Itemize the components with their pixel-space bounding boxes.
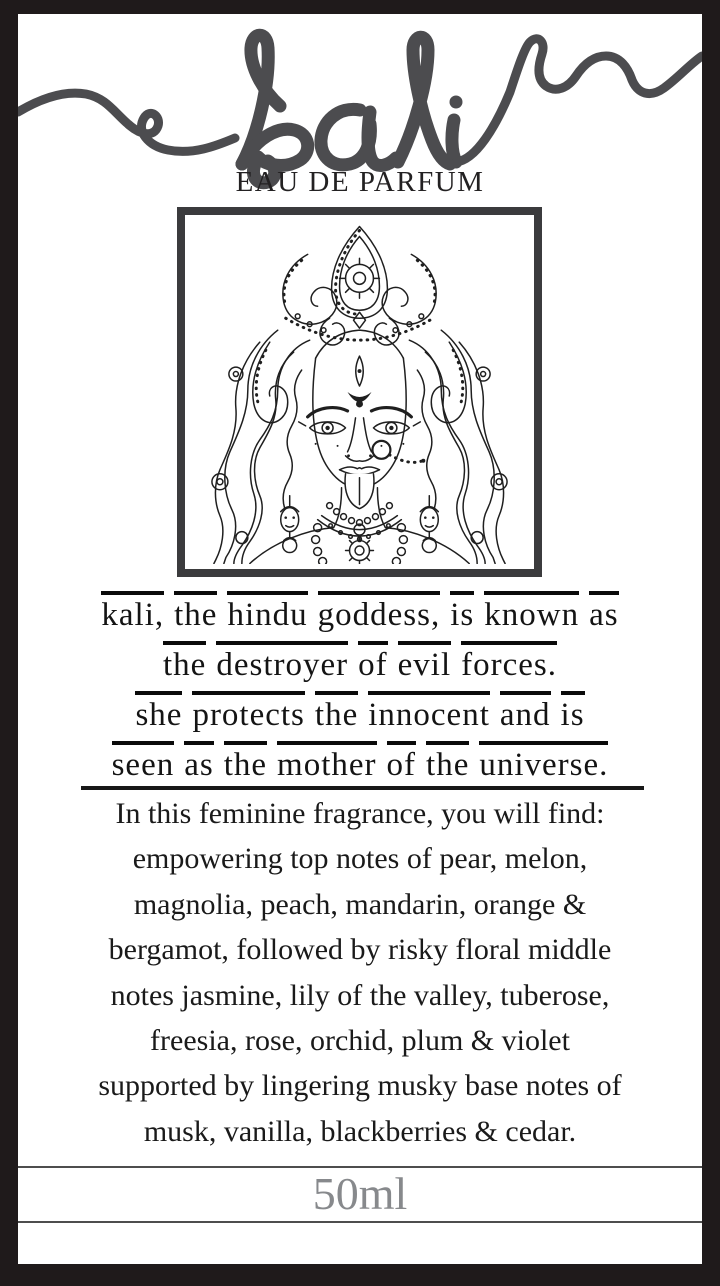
- tagline-word: the: [426, 741, 469, 785]
- description-line: notes jasmine, lily of the valley, tuberose,: [110, 978, 610, 1012]
- label-inner: [18, 14, 702, 1264]
- tagline-word: is: [561, 691, 585, 735]
- tagline-word: of: [358, 641, 388, 685]
- tagline-word: destroyer: [216, 641, 348, 685]
- kali-goddess-illustration-icon: [190, 220, 529, 564]
- tagline-word: she: [135, 691, 182, 735]
- tagline-word: the: [315, 691, 358, 735]
- tagline-word: of: [387, 741, 417, 785]
- tagline-word: is: [450, 591, 474, 635]
- tagline-word: as: [589, 591, 619, 635]
- tagline-line: [18, 741, 702, 791]
- tagline-word: the: [163, 641, 206, 685]
- fragrance-description: [18, 791, 702, 1154]
- tagline-word: goddess,: [318, 591, 441, 635]
- description-line: freesia, rose, orchid, plum & violet: [150, 1024, 570, 1058]
- description-line: supported by lingering musky base notes of: [98, 1069, 622, 1103]
- tagline-word: the: [174, 591, 217, 635]
- i-dot: [450, 96, 463, 109]
- volume-rule-bottom: [18, 1221, 702, 1223]
- left-swash-stroke: [18, 93, 235, 151]
- tagline-word: forces.: [461, 641, 557, 685]
- description-line: musk, vanilla, blackberries & cedar.: [143, 1114, 577, 1148]
- description-line: empowering top notes of pear, melon,: [132, 842, 588, 876]
- tagline-word: kali,: [101, 591, 164, 635]
- tagline-word: known: [484, 591, 579, 635]
- tagline-word: as: [184, 741, 214, 785]
- right-swash-stroke: [456, 39, 702, 162]
- tagline-word: mother: [277, 741, 376, 785]
- tagline-line: [18, 591, 702, 641]
- tagline-word: hindu: [227, 591, 307, 635]
- tagline-divider: [81, 786, 644, 790]
- description-line: magnolia, peach, mandarin, orange &: [133, 887, 587, 921]
- description-line: bergamot, followed by risky floral middle: [108, 933, 612, 967]
- tagline-line: [18, 691, 702, 741]
- subtitle-eau-de-parfum: EAU DE PARFUM: [235, 166, 485, 198]
- tagline-word: innocent: [368, 691, 490, 735]
- tagline-word: and: [500, 691, 551, 735]
- tagline-word: seen: [112, 741, 175, 785]
- tagline-word: the: [224, 741, 267, 785]
- tagline-block: [18, 591, 702, 791]
- tagline-line: [18, 641, 702, 691]
- description-line: In this feminine fragrance, you will find:: [115, 797, 605, 830]
- volume-label: 50ml: [312, 1168, 408, 1219]
- tagline-word: universe.: [479, 741, 608, 785]
- portrait-frame: [177, 207, 542, 577]
- tagline-word: protects: [192, 691, 304, 735]
- tagline-word: evil: [398, 641, 451, 685]
